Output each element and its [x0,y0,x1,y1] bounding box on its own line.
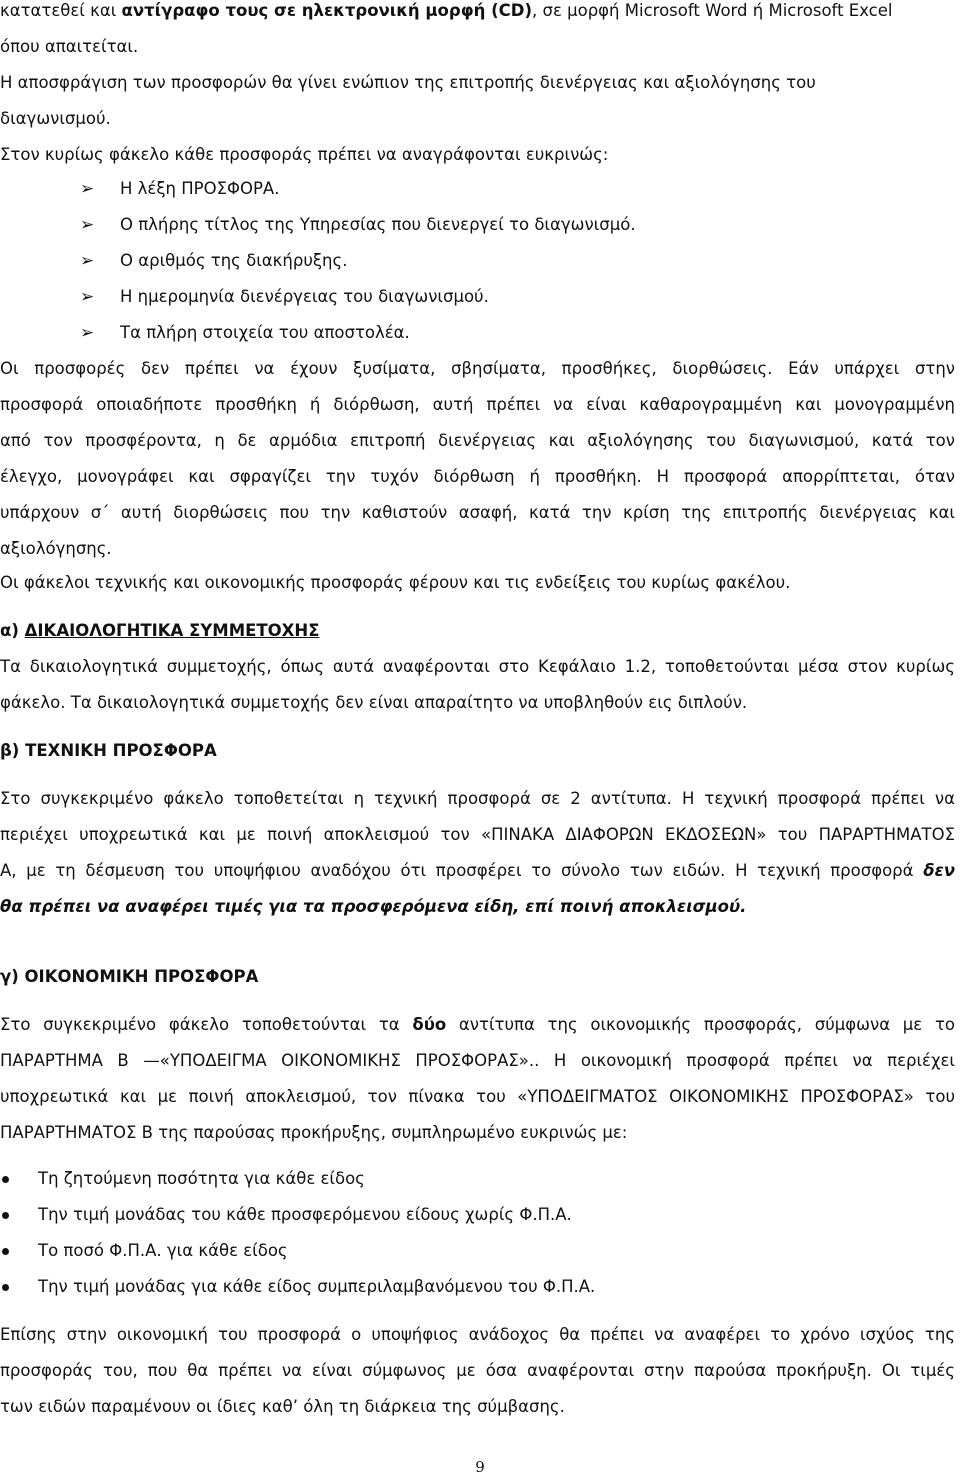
intro-line-3: Η αποσφράγιση των προσφορών θα γίνει ενώπιον της επιτροπής διενέργειας και αξιολόγησης του [0,73,816,92]
list-item: Ο πλήρης τίτλος της Υπηρεσίας που διενεργεί το διαγωνισμό. [120,215,636,234]
section-b-line-3: Α, με τη δέσμευση του υποψήφιου αναδόχου ότι προσφέρει το σύνολο των ειδών. Η τεχνική προσφορά δεν [0,861,955,880]
section-b-heading: β) ΤΕΧΝΙΚΗ ΠΡΟΣΦΟΡΑ [0,741,217,760]
section-b-line-4: θα πρέπει να αναφέρει τιμές για τα προσφερόμενα είδη, επί ποινή αποκλεισμού. [0,897,747,916]
list-item: Το ποσό Φ.Π.Α. για κάθε είδος [38,1241,288,1260]
list-item: Η ημερομηνία διενέργειας του διαγωνισμού. [120,287,489,306]
document-page: κατατεθεί και αντίγραφο τους σε ηλεκτρονική μορφή (CD), σε μορφή Microsoft Word ή Microsoft Excel όπου απαιτείται. Η αποσφράγιση των προσφορών θα γίνει ενώπιον της επιτροπής διενέργειας και αξιολόγησης του διαγωνισμού. Στον κυρίως φάκελο κάθε προσφοράς πρέπει να αναγράφονται ευκρινώς: ➢ Η λέξη ΠΡΟΣΦΟΡΑ. ➢ Ο πλήρης τίτλος της Υπηρεσίας που διενεργεί το διαγωνισμό. ➢ Ο αριθμός της διακήρυξης. ➢ Η ημερομηνία διενέργειας του διαγωνισμού. ➢ Τα πλήρη στοιχεία του αποστολέα. Οι προσφορές δεν πρέπει να έχουν ξυσίματα, σβησίματα, προσθήκες, διορθώσεις. Εάν υπάρχει στην προσφορά οποιαδήποτε προσθήκη ή διόρθωση, αυτή πρέπει να είναι καθαρογραμμένη και μονογραμμένη από τον προσφέροντα, η δε αρμόδια επιτροπή διενέργειας και αξιολόγησης του διαγωνισμού, κατά τον έλεγχο, μονογράφει και σφραγίζει την τυχόν διόρθωση ή προσθήκη. Η προσφορά απορρίπτεται, όταν υπάρχουν σ΄ αυτή διορθώσεις που την καθιστούν ασαφή, κατά την κρίση της επιτροπής διενέργειας και αξιολόγησης. Οι φάκελοι τεχνικής και οικονομικής προσφοράς φέρουν και τις ενδείξεις του κυρίως φακέλου. α) ΔΙΚΑΙΟΛΟΓΗΤΙΚΑ ΣΥΜΜΕΤΟΧΗΣ Τα δικαιολογητικά συμμετοχής, όπως αυτά αναφέρονται στο Κεφάλαιο 1.2, τοποθετούνται μέσα στον κυρίως φάκελο. Τα δικαιολογητικά συμμετοχής δεν είναι απαραίτητο να υποβληθούν εις διπλούν. β) ΤΕΧΝΙΚΗ ΠΡΟΣΦΟΡΑ Στο συγκεκριμένο φάκελο τοποθετείται η τεχνική προσφορά σε 2 αντίτυπα. Η τεχνική προσφορά πρέπει να περιέχει υποχρεωτικά και με ποινή αποκλεισμού τον «ΠΙΝΑΚΑ ΔΙΑΦΟΡΩΝ ΕΚΔΟΣΕΩΝ» του ΠΑΡΑΡΤΗΜΑΤΟΣ Α, με τη δέσμευση του υποψήφιου αναδόχου ότι προσφέρει το σύνολο των ειδών. Η τεχνική προσφορά δεν θα πρέπει να αναφέρει τιμές για τα προσφερόμενα είδη, επί ποινή αποκλεισμού. γ) ΟΙΚΟΝΟΜΙΚΗ ΠΡΟΣΦΟΡΑ Στο συγκεκριμένο φάκελο τοποθετούνται τα δύο αντίτυπα της οικονομικής προσφοράς, σύμφωνα με το ΠΑΡΑΡΤΗΜΑ Β —«ΥΠΟΔΕΙΓΜΑ ΟΙΚΟΝΟΜΙΚΗΣ ΠΡΟΣΦΟΡΑΣ».. Η οικονομική προσφορά πρέπει να περιέχει υποχρεωτικά και με ποινή αποκλεισμού, τον πίνακα του «ΥΠΟΔΕΙΓΜΑΤΟΣ ΟΙΚΟΝΟΜΙΚΗΣ ΠΡΟΣΦΟΡΑΣ» του ΠΑΡΑΡΤΗΜΑΤΟΣ Β της παρούσας προκήρυξης, συμπληρωμένο ευκρινώς με: Τη ζητούμενη ποσότητα για κάθε είδος Την τιμή μονάδας του κάθε προσφερόμενου είδους χωρίς Φ.Π.Α. Το ποσό Φ.Π.Α. για κάθε είδος Την τιμή μονάδας για κάθε είδος συμπεριλαμβανόμενου του Φ.Π.Α. Επίσης στην οικονομική του προσφορά ο υποψήφιος ανάδοχος θα πρέπει να αναφέρει το χρόνο ισχύος της προσφοράς του, που θα πρέπει να είναι σύμφωνος με όσα αναφέρονται στην παρούσα προκήρυξη. Οι τιμές των ειδών παραμένουν οι ίδιες καθ’ όλη τη διάρκεια της σύμβασης. 9 [0,0,960,1480]
section-c-line-3: υποχρεωτικά και με ποινή αποκλεισμού, τον πίνακα του «ΥΠΟΔΕΙΓΜΑΤΟΣ ΟΙΚΟΝΟΜΙΚΗΣ ΠΡΟΣΦΟΡΑΣ» του [0,1087,955,1106]
section-c-line-2: ΠΑΡΑΡΤΗΜΑ Β —«ΥΠΟΔΕΙΓΜΑ ΟΙΚΟΝΟΜΙΚΗΣ ΠΡΟΣΦΟΡΑΣ».. Η οικονομική προσφορά πρέπει να περιέχει [0,1051,955,1070]
bullet-icon [2,1212,9,1219]
page-number: 9 [475,1458,485,1476]
intro-line-5: Στον κυρίως φάκελο κάθε προσφοράς πρέπει να αναγράφονται ευκρινώς: [0,145,609,164]
bullet-icon [2,1284,9,1291]
section-c-line-1: Στο συγκεκριμένο φάκελο τοποθετούνται τα δύο αντίτυπα της οικονομικής προσφοράς, σύμφωνα με το [0,1015,955,1034]
arrow-bullet-icon: ➢ [80,179,95,199]
section-b-line-1: Στο συγκεκριμένο φάκελο τοποθετείται η τεχνική προσφορά σε 2 αντίτυπα. Η τεχνική προσφορά πρέπει να [0,789,955,808]
intro-line-2: όπου απαιτείται. [0,37,139,56]
bullet-icon [2,1248,9,1255]
section-c-heading: γ) ΟΙΚΟΝΟΜΙΚΗ ΠΡΟΣΦΟΡΑ [0,967,259,986]
section-a-heading: α) ΔΙΚΑΙΟΛΟΓΗΤΙΚΑ ΣΥΜΜΕΤΟΧΗΣ [0,621,320,640]
list-item: Τα πλήρη στοιχεία του αποστολέα. [120,323,410,342]
list-item: Την τιμή μονάδας για κάθε είδος συμπεριλαμβανόμενου του Φ.Π.Α. [38,1277,596,1296]
arrow-bullet-icon: ➢ [80,215,95,235]
arrow-bullet-icon: ➢ [80,323,95,343]
list-item: Τη ζητούμενη ποσότητα για κάθε είδος [38,1169,365,1188]
list-item: Ο αριθμός της διακήρυξης. [120,251,348,270]
section-b-line-2: περιέχει υποχρεωτικά και με ποινή αποκλεισμού τον «ΠΙΝΑΚΑ ΔΙΑΦΟΡΩΝ ΕΚΔΟΣΕΩΝ» του ΠΑΡΑΡΤΗΜΑΤΟΣ [0,825,955,844]
arrow-bullet-icon: ➢ [80,251,95,271]
section-a-line-2: φάκελο. Τα δικαιολογητικά συμμετοχής δεν είναι απαραίτητο να υποβληθούν εις διπλούν. [0,693,748,712]
bullet-icon [2,1176,9,1183]
list-item: Την τιμή μονάδας του κάθε προσφερόμενου είδους χωρίς Φ.Π.Α. [38,1205,572,1224]
list-item: Η λέξη ΠΡΟΣΦΟΡΑ. [120,179,280,198]
intro-line-1: κατατεθεί και αντίγραφο τους σε ηλεκτρονική μορφή (CD), σε μορφή Microsoft Word ή Microsoft Excel [0,1,893,20]
arrow-bullet-icon: ➢ [80,287,95,307]
intro-line-4: διαγωνισμού. [0,109,111,128]
section-a-line-1: Τα δικαιολογητικά συμμετοχής, όπως αυτά αναφέρονται στο Κεφάλαιο 1.2, τοποθετούνται μέσα στον κυρίως [0,657,955,676]
envelopes-note: Οι φάκελοι τεχνικής και οικονομικής προσφοράς φέρουν και τις ενδείξεις του κυρίως φακέλου. [0,573,791,592]
section-c-line-4: ΠΑΡΑΡΤΗΜΑΤΟΣ Β της παρούσας προκήρυξης, συμπληρωμένο ευκρινώς με: [0,1123,628,1142]
